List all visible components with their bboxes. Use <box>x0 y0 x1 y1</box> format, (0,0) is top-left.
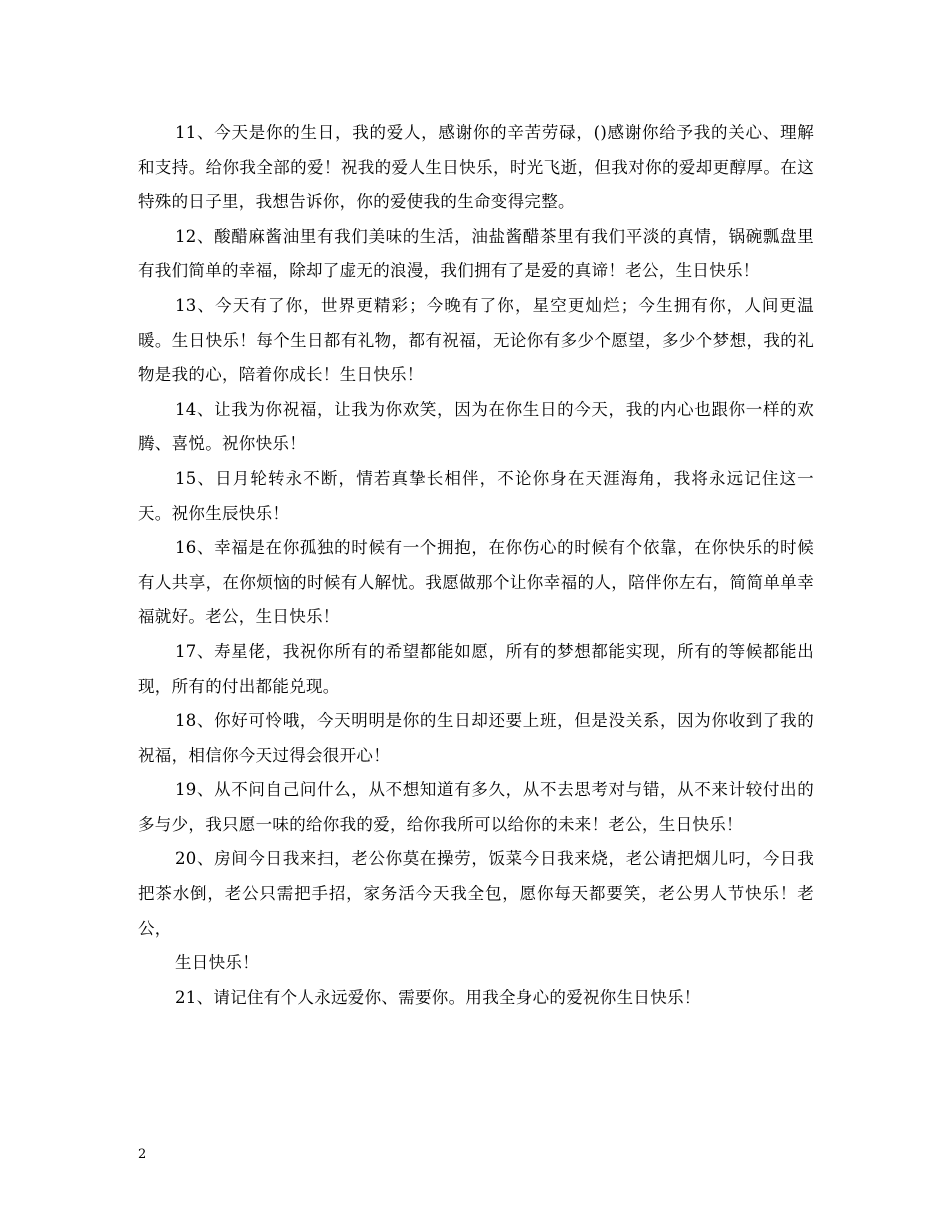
paragraph-18: 18、你好可怜哦，今天明明是你的生日却还要上班，但是没关系，因为你收到了我的祝福，相信你今天过得会很开心！ <box>138 711 814 765</box>
paragraph-12: 12、酸醋麻酱油里有我们美味的生活，油盐酱醋茶里有我们平淡的真情，锅碗瓢盘里有我们简单的幸福，除却了虚无的浪漫，我们拥有了是爱的真谛！老公，生日快乐！ <box>138 226 814 281</box>
paragraph-14: 14、让我为你祝福，让我为你欢笑，因为在你生日的今天，我的内心也跟你一样的欢腾、喜悦。祝你快乐！ <box>138 399 814 454</box>
paragraph-20: 20、房间今日我来扫，老公你莫在操劳，饭菜今日我来烧，老公请把烟儿叼，今日我把茶水倒，老公只需把手招，家务活今天我全包，愿你每天都要笑，老公男人节快乐！老公， <box>138 849 814 938</box>
page-number: 2 <box>138 1147 147 1162</box>
document-body <box>138 116 814 1015</box>
paragraph-11: 11、今天是你的生日，我的爱人，感谢你的辛苦劳碌，()感谢你给予我的关心、理解和支持。给你我全部的爱！祝我的爱人生日快乐，时光飞逝，但我对你的爱却更醇厚。在这特殊的日子里，我想告诉你，你的爱使我的生命变得完整。 <box>138 123 814 212</box>
paragraph-19: 19、从不问自己问什么，从不想知道有多久，从不去思考对与错，从不来计较付出的多与少，我只愿一味的给你我的爱，给你我所可以给你的未来！老公，生日快乐！ <box>138 780 814 834</box>
paragraph-16: 16、幸福是在你孤独的时候有一个拥抱，在你伤心的时候有个依靠，在你快乐的时候有人共享，在你烦恼的时候有人解忧。我愿做那个让你幸福的人，陪伴你左右，简简单单幸福就好。老公，生日快乐！ <box>138 538 814 627</box>
paragraph-17: 17、寿星佬，我祝你所有的希望都能如愿，所有的梦想都能实现，所有的等候都能出现，所有的付出都能兑现。 <box>138 641 814 696</box>
paragraph-20-continued: 生日快乐！ <box>175 953 259 973</box>
paragraph-13: 13、今天有了你，世界更精彩；今晚有了你，星空更灿烂；今生拥有你，人间更温暖。生日快乐！每个生日都有礼物，都有祝福，无论你有多少个愿望，多少个梦想，我的礼物是我的心，陪着你成长！生日快乐！ <box>138 295 814 385</box>
paragraph-15: 15、日月轮转永不断，情若真挚长相伴，不论你身在天涯海角，我将永远记住这一天。祝你生辰快乐！ <box>138 468 814 523</box>
paragraph-21: 21、请记住有个人永远爱你、需要你。用我全身心的爱祝你生日快乐！ <box>175 987 701 1007</box>
